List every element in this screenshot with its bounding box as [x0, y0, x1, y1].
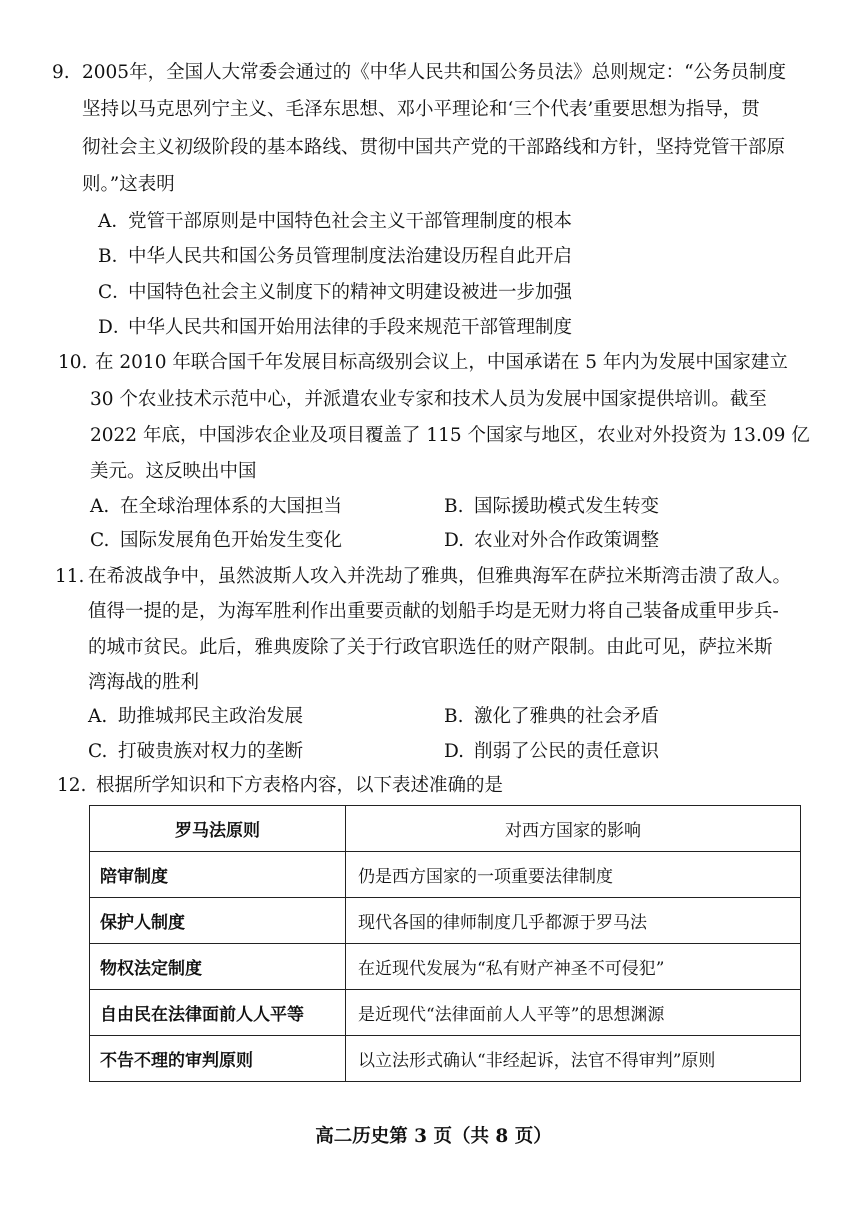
option-text: 农业对外合作政策调整 — [474, 530, 660, 551]
question-10-option-d — [444, 529, 659, 553]
option-letter: B. — [444, 496, 464, 517]
table-cell-influence: 仍是西方国家的一项重要法律制度 — [346, 852, 801, 898]
option-letter: C. — [90, 530, 110, 551]
option-text: 中国特色社会主义制度下的精神文明建设被进一步加强 — [128, 282, 573, 303]
table-header-principle: 罗马法原则 — [90, 806, 346, 852]
question-9-option-c — [98, 281, 572, 305]
option-text: 在全球治理体系的大国担当 — [120, 496, 343, 517]
table-row — [90, 990, 801, 1036]
table-cell-principle: 自由民在法律面前人人平等 — [90, 990, 346, 1036]
table-row — [90, 944, 801, 990]
question-11-number: 11. — [55, 566, 85, 587]
option-text: 打破贵族对权力的垄断 — [118, 741, 304, 762]
question-11-option-a — [88, 705, 303, 729]
question-10-line-1: 在 2010 年联合国千年发展目标高级别会议上，中国承诺在 5 年内为发展中国家建立 — [95, 352, 788, 373]
table-cell-influence: 是近现代“法律面前人人平等”的思想渊源 — [346, 990, 801, 1036]
question-11-option-b — [444, 705, 659, 729]
table-row — [90, 852, 801, 898]
question-12-number: 12. — [57, 775, 87, 796]
question-10-option-a — [90, 495, 342, 519]
table-header-influence: 对西方国家的影响 — [346, 806, 801, 852]
question-10-line-3: 2022 年底，中国涉农企业及项目覆盖了 115 个国家与地区，农业对外投资为 13.09 亿 — [90, 425, 810, 446]
table-cell-principle: 不告不理的审判原则 — [90, 1036, 346, 1082]
table-cell-influence: 现代各国的律师制度几乎都源于罗马法 — [346, 898, 801, 944]
question-12-stem: 根据所学知识和下方表格内容，以下表述准确的是 — [96, 775, 504, 796]
table-cell-principle: 保护人制度 — [90, 898, 346, 944]
option-letter: A． — [98, 211, 130, 232]
option-letter: D． — [98, 317, 132, 338]
table-cell-principle: 陪审制度 — [90, 852, 346, 898]
question-9-line-1: 2005年，全国人大常委会通过的《中华人民共和国公务员法》总则规定：“公务员制度 — [82, 62, 787, 83]
option-text: 激化了雅典的社会矛盾 — [474, 706, 660, 727]
table-cell-influence: 以立法形式确认“非经起诉，法官不得审判”原则 — [346, 1036, 801, 1082]
table-row — [90, 1036, 801, 1082]
option-text: 削弱了公民的责任意识 — [474, 741, 660, 762]
question-9-number: 9. — [52, 62, 70, 83]
question-10-option-c — [90, 529, 342, 553]
option-text: 国际发展角色开始发生变化 — [120, 530, 343, 551]
question-10-line-2: 30 个农业技术示范中心，并派遣农业专家和技术人员为发展中国家提供培训。截至 — [90, 389, 767, 410]
question-9-option-b — [98, 245, 572, 269]
question-11-line-3: 的城市贫民。此后，雅典废除了关于行政官职选任的财产限制。由此可见，萨拉米斯 — [88, 637, 773, 658]
question-11-line-4: 湾海战的胜利 — [88, 672, 200, 693]
question-9-line-4: 则。”这表明 — [82, 174, 175, 195]
table-cell-influence: 在近现代发展为“私有财产神圣不可侵犯” — [346, 944, 801, 990]
option-letter: A. — [88, 706, 108, 727]
option-text: 中华人民共和国开始用法律的手段来规范干部管理制度 — [128, 317, 573, 338]
question-9-option-a — [98, 210, 572, 234]
question-11-option-d — [444, 740, 659, 764]
option-text: 助推城邦民主政治发展 — [118, 706, 304, 727]
option-text: 中华人民共和国公务员管理制度法治建设历程自此开启 — [128, 246, 573, 267]
question-11-option-c — [88, 740, 303, 764]
question-9-line-2: 坚持以马克思列宁主义、毛泽东思想、邓小平理论和‘三个代表’重要思想为指导，贯 — [82, 99, 760, 120]
option-letter: D. — [444, 530, 465, 551]
table-header-row — [90, 806, 801, 852]
option-letter: B． — [98, 246, 131, 267]
roman-law-table — [89, 805, 801, 1082]
option-letter: B. — [444, 706, 464, 727]
question-9-option-d — [98, 316, 572, 340]
question-11-line-1: 在希波战争中，虽然波斯人攻入并洗劫了雅典，但雅典海军在萨拉米斯湾击溃了敌人。 — [88, 566, 792, 587]
option-text: 党管干部原则是中国特色社会主义干部管理制度的根本 — [128, 211, 573, 232]
table-cell-principle: 物权法定制度 — [90, 944, 346, 990]
question-10-line-4: 美元。这反映出中国 — [90, 461, 257, 482]
option-text: 国际援助模式发生转变 — [474, 496, 660, 517]
option-letter: D. — [444, 741, 465, 762]
option-letter: A. — [90, 496, 110, 517]
question-11-line-2: 值得一提的是，为海军胜利作出重要贡献的划船手均是无财力将自己装备成重甲步兵- — [88, 601, 779, 622]
question-10-number: 10. — [58, 352, 88, 373]
question-10-option-b — [444, 495, 659, 519]
page-footer: 高二历史第 3 页（共 8 页） — [315, 1126, 552, 1147]
question-9-line-3: 彻社会主义初级阶段的基本路线、贯彻中国共产党的干部路线和方针，坚持党管干部原 — [82, 137, 786, 158]
table-row — [90, 898, 801, 944]
option-letter: C． — [98, 282, 131, 303]
option-letter: C. — [88, 741, 108, 762]
